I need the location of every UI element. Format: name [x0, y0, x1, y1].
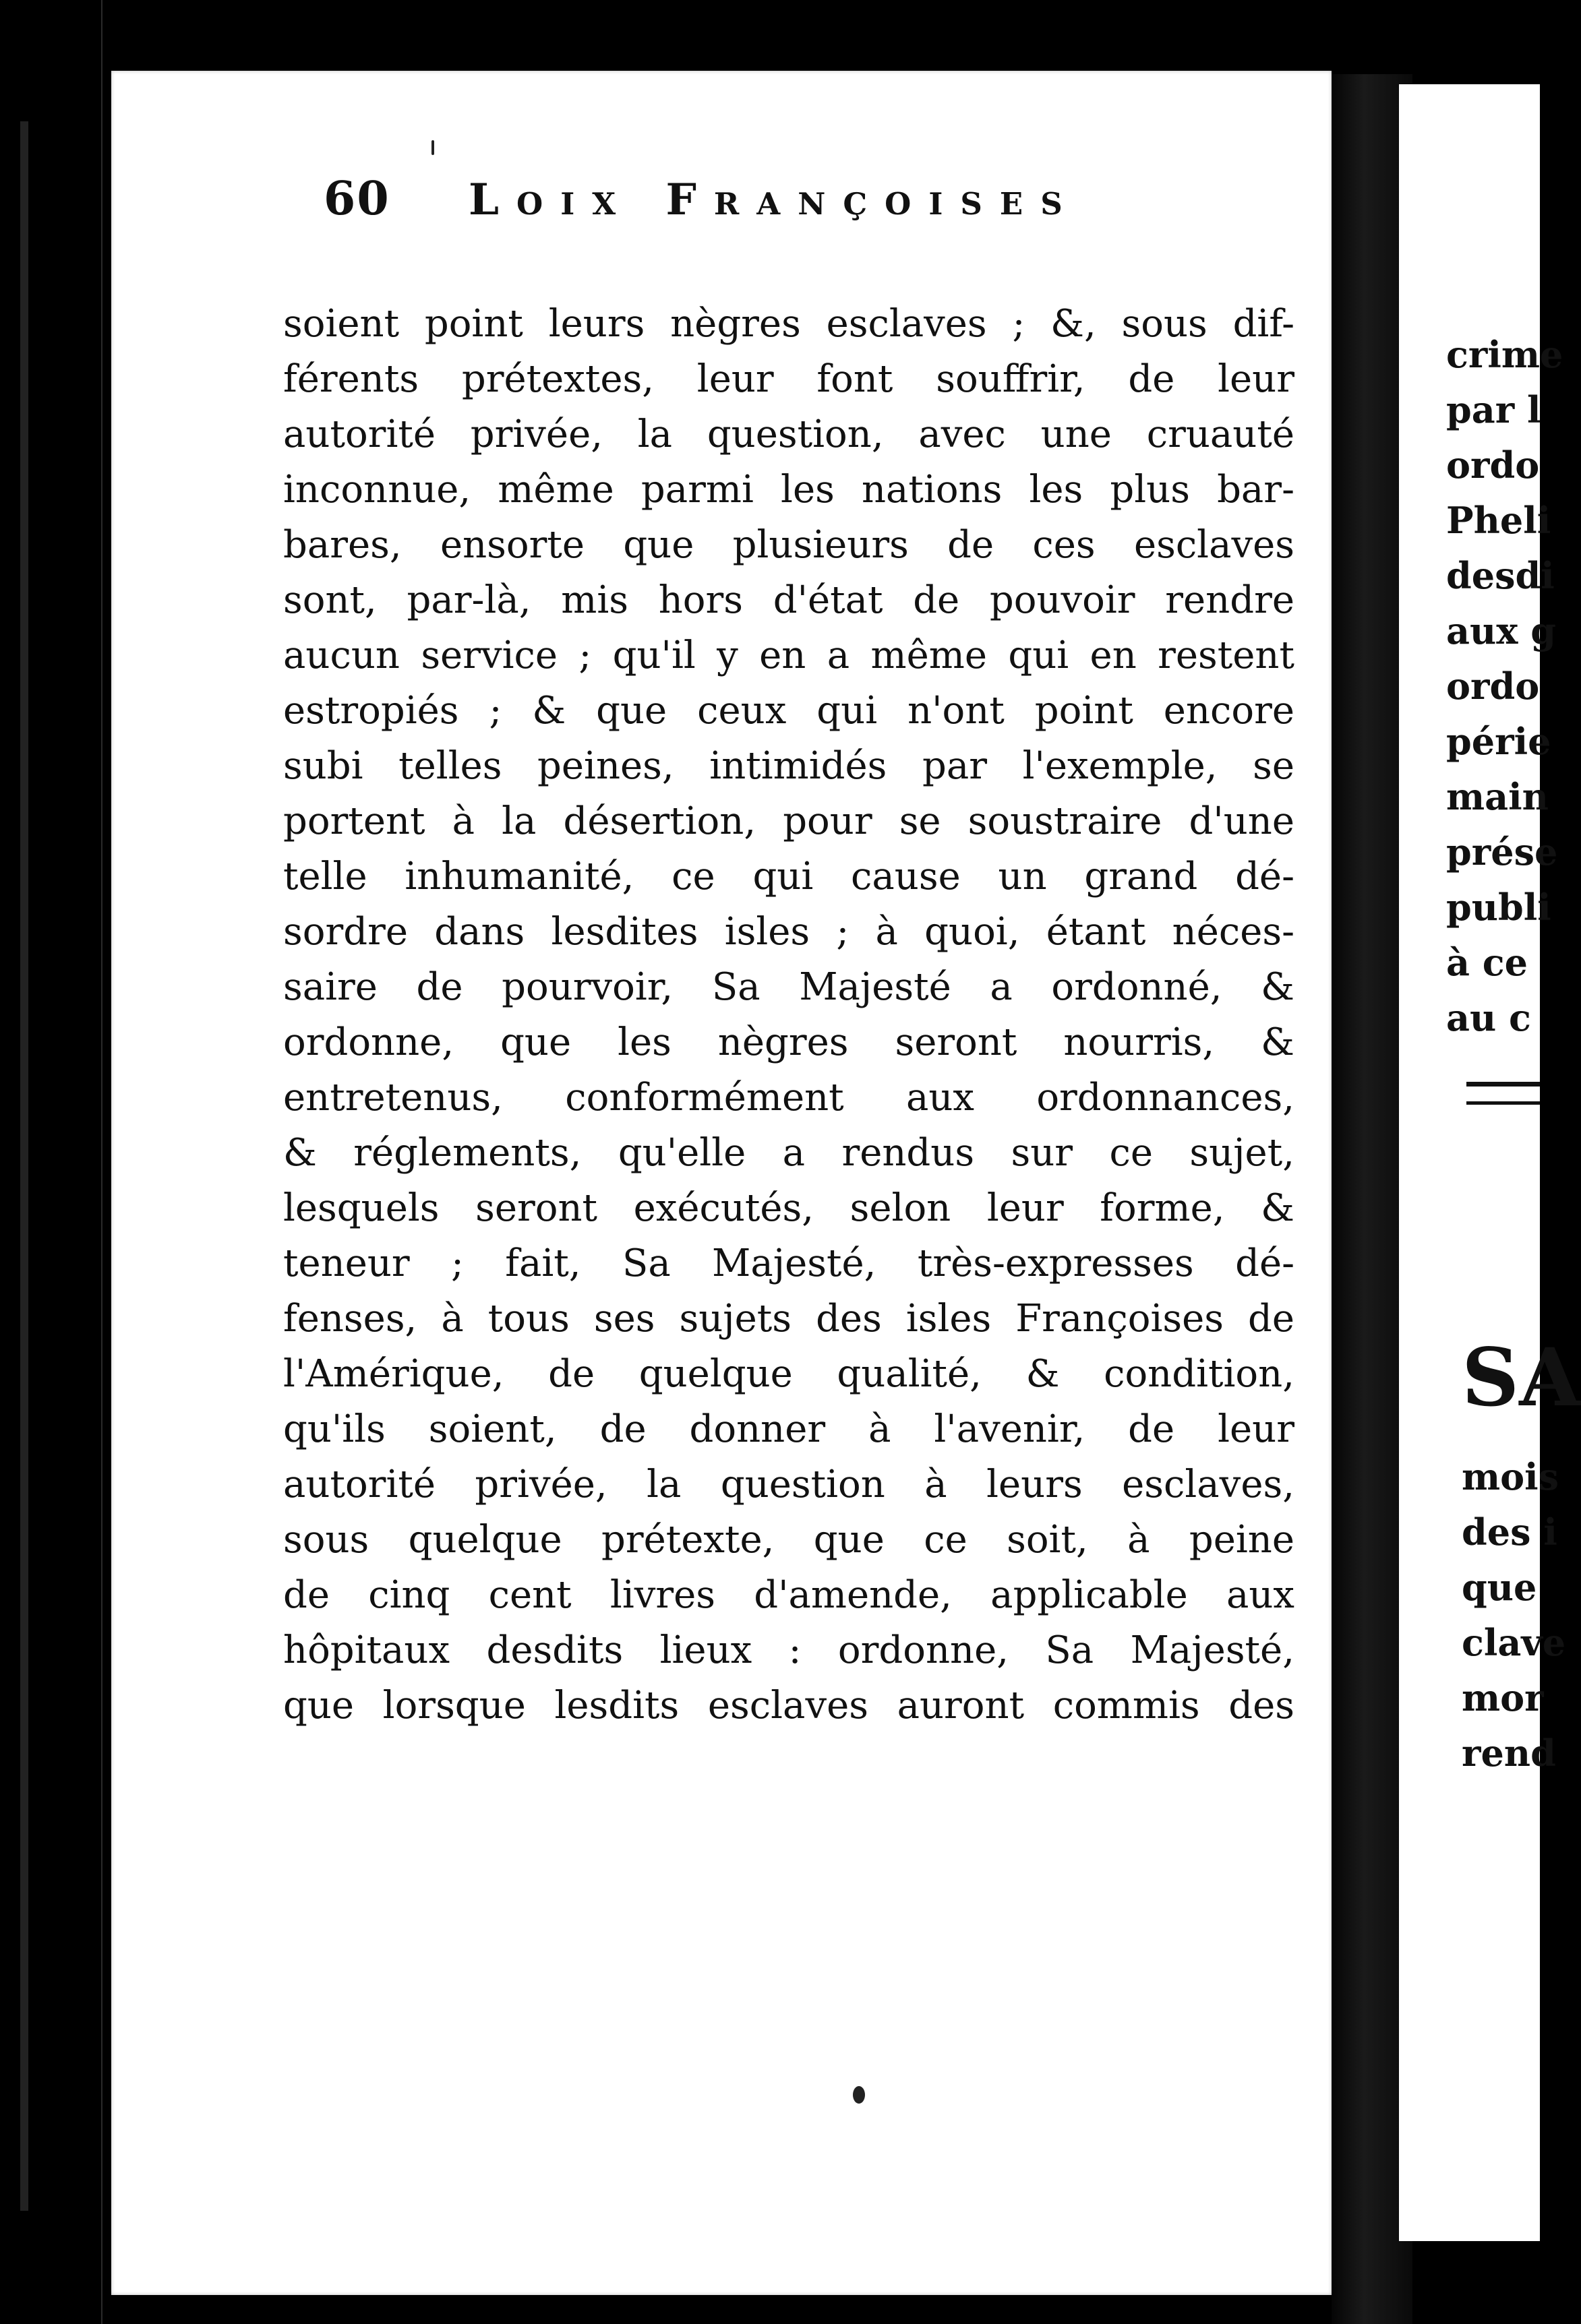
recto-line: aux g — [1446, 609, 1557, 652]
text-line: bares, ensorte que plusieurs de ces esclaves — [283, 523, 1294, 567]
text-line: de cinq cent livres d'amende, applicable aux — [283, 1573, 1294, 1617]
recto-line: clave — [1462, 1621, 1566, 1664]
double-rule — [1466, 1082, 1540, 1105]
text-line: estropiés ; & que ceux qui n'ont point encore — [283, 689, 1294, 733]
text-line: saire de pourvoir, Sa Majesté a ordonné, & — [283, 965, 1294, 1009]
recto-line: prése — [1446, 830, 1558, 874]
text-line: inconnue, même parmi les nations les plus bar- — [283, 468, 1294, 512]
text-line: l'Amérique, de quelque qualité, & condition, — [283, 1352, 1294, 1396]
text-line: férents prétextes, leur font souffrir, de leur — [283, 357, 1294, 401]
recto-line: desdi — [1446, 554, 1555, 597]
text-line: qu'ils soient, de donner à l'avenir, de leur — [283, 1407, 1294, 1451]
recto-line: ordo — [1446, 665, 1540, 708]
text-line: & réglements, qu'elle a rendus sur ce sujet, — [283, 1131, 1294, 1175]
recto-line: que — [1462, 1566, 1537, 1609]
recto-line: Pheli — [1446, 499, 1551, 542]
text-line: subi telles peines, intimidés par l'exemple, se — [283, 744, 1294, 788]
text-line: hôpitaux desdits lieux : ordonne, Sa Majesté, — [283, 1628, 1294, 1672]
recto-line: ordo — [1446, 444, 1540, 487]
recto-line: par l — [1446, 388, 1541, 431]
text-line: sous quelque prétexte, que ce soit, à peine — [283, 1518, 1294, 1562]
recto-line: crime — [1446, 333, 1563, 376]
text-line: portent à la désertion, pour se soustraire d'une — [283, 799, 1294, 843]
ink-mark — [431, 140, 434, 155]
recto-line: mois — [1462, 1455, 1559, 1498]
recto-line: rend — [1462, 1732, 1556, 1775]
body-text — [283, 297, 1294, 1734]
scan-edge-stripe — [20, 121, 28, 2211]
text-line: que lorsque lesdits esclaves auront commis des — [283, 1684, 1294, 1727]
text-line: ordonne, que les nègres seront nourris, & — [283, 1020, 1294, 1064]
recto-line: mor — [1462, 1676, 1544, 1719]
recto-line: publi — [1446, 886, 1551, 929]
recto-line: au c — [1446, 996, 1531, 1039]
text-line: soient point leurs nègres esclaves ; &, sous dif- — [283, 302, 1294, 346]
text-line: autorité privée, la question à leurs esclaves, — [283, 1463, 1294, 1506]
text-line: sordre dans lesdites isles ; à quoi, étant néces- — [283, 910, 1294, 954]
text-line: aucun service ; qu'il y en a même qui en restent — [283, 634, 1294, 677]
recto-line: des i — [1462, 1510, 1557, 1554]
ink-speck — [853, 2086, 865, 2104]
recto-line: main — [1446, 775, 1549, 818]
page-number: 60 — [324, 172, 390, 226]
text-line: lesquels seront exécutés, selon leur forme, & — [283, 1186, 1294, 1230]
text-line: fenses, à tous ses sujets des isles Françoises de — [283, 1297, 1294, 1341]
drop-cap: SA — [1462, 1331, 1581, 1424]
text-line: teneur ; fait, Sa Majesté, très-expresses dé- — [283, 1242, 1294, 1285]
text-line: telle inhumanité, ce qui cause un grand dé- — [283, 855, 1294, 898]
recto-line: périe — [1446, 720, 1551, 763]
text-line: sont, par-là, mis hors d'état de pouvoir rendre — [283, 578, 1294, 622]
recto-text-bottom — [1462, 1449, 1566, 1781]
recto-text-top — [1446, 327, 1563, 1045]
running-head-title: Loix Françoises — [469, 175, 1080, 225]
text-line: entretenus, conformément aux ordonnances, — [283, 1076, 1294, 1120]
text-line: autorité privée, la question, avec une cruauté — [283, 412, 1294, 456]
recto-line: à ce — [1446, 941, 1528, 984]
running-head — [324, 172, 1200, 253]
scan-line — [101, 0, 102, 2324]
